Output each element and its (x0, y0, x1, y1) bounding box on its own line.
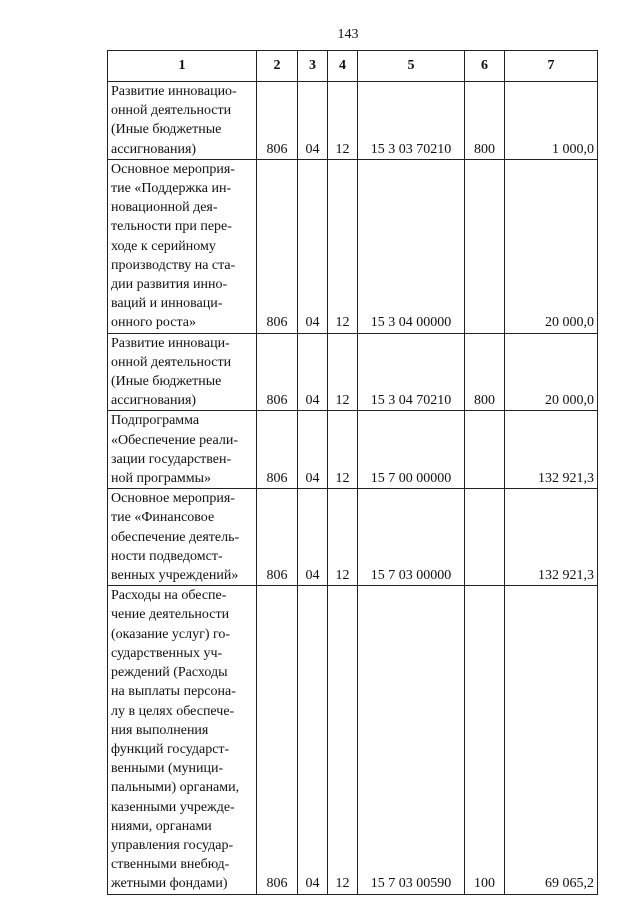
col3-cell: 04 (298, 411, 328, 489)
col3-cell: 04 (298, 489, 328, 586)
col4-cell: 12 (328, 159, 358, 333)
col3-cell: 04 (298, 333, 328, 411)
col6-cell (465, 489, 505, 586)
col4-cell: 12 (328, 489, 358, 586)
col7-cell: 132 921,3 (505, 411, 598, 489)
table-row (108, 411, 598, 489)
col7-cell: 20 000,0 (505, 159, 598, 333)
col5-cell: 15 3 04 00000 (358, 159, 465, 333)
column-header-5: 5 (358, 51, 465, 82)
table-row (108, 586, 598, 894)
col4-cell: 12 (328, 82, 358, 160)
table-row (108, 159, 598, 333)
col6-cell (465, 159, 505, 333)
table-row (108, 489, 598, 586)
col4-cell: 12 (328, 411, 358, 489)
col2-cell: 806 (257, 489, 298, 586)
col2-cell: 806 (257, 159, 298, 333)
col4-cell: 12 (328, 333, 358, 411)
column-header-2: 2 (257, 51, 298, 82)
col6-cell: 100 (465, 586, 505, 894)
row-name-cell: Основное мероприя- тие «Финансовое обеспечение деятель- ности подведомст- венных учреждений» (108, 489, 257, 586)
col5-cell: 15 7 03 00000 (358, 489, 465, 586)
column-header-4: 4 (328, 51, 358, 82)
col7-cell: 69 065,2 (505, 586, 598, 894)
col7-cell: 132 921,3 (505, 489, 598, 586)
budget-table (107, 50, 598, 895)
row-name-cell: Расходы на обеспе- чение деятельности (оказание услуг) го- сударственных уч- реждений (Расходы на выплаты персона- лу в целях обеспече- ния выполнения функций государст- венными (муници- пальными) органами, казенными учрежде- ниями, органами управления государ- ственными внебюд- жетными фондами) (108, 586, 257, 894)
table-row (108, 82, 598, 160)
column-header-7: 7 (505, 51, 598, 82)
col3-cell: 04 (298, 159, 328, 333)
row-name-cell: Подпрограмма «Обеспечение реали- зации государствен- ной программы» (108, 411, 257, 489)
col7-cell: 20 000,0 (505, 333, 598, 411)
row-name-cell: Развитие инноваци- онной деятельности (Иные бюджетные ассигнования) (108, 333, 257, 411)
col5-cell: 15 7 03 00590 (358, 586, 465, 894)
row-name-cell: Основное мероприя- тие «Поддержка ин- новационной дея- тельности при пере- ходе к серийному производству на ста- дии развития инно- ваций и инноваци- онного роста» (108, 159, 257, 333)
table-row (108, 333, 598, 411)
column-header-3: 3 (298, 51, 328, 82)
col3-cell: 04 (298, 586, 328, 894)
col2-cell: 806 (257, 411, 298, 489)
col6-cell: 800 (465, 82, 505, 160)
page-number: 143 (337, 27, 359, 42)
row-name-cell: Развитие инновацио- онной деятельности (Иные бюджетные ассигнования) (108, 82, 257, 160)
col7-cell: 1 000,0 (505, 82, 598, 160)
column-header-6: 6 (465, 51, 505, 82)
col2-cell: 806 (257, 82, 298, 160)
column-header-1: 1 (108, 51, 257, 82)
col2-cell: 806 (257, 586, 298, 894)
col3-cell: 04 (298, 82, 328, 160)
col4-cell: 12 (328, 586, 358, 894)
col5-cell: 15 3 03 70210 (358, 82, 465, 160)
col5-cell: 15 7 00 00000 (358, 411, 465, 489)
col6-cell (465, 411, 505, 489)
table-header-row (108, 51, 598, 82)
col2-cell: 806 (257, 333, 298, 411)
col5-cell: 15 3 04 70210 (358, 333, 465, 411)
col6-cell: 800 (465, 333, 505, 411)
